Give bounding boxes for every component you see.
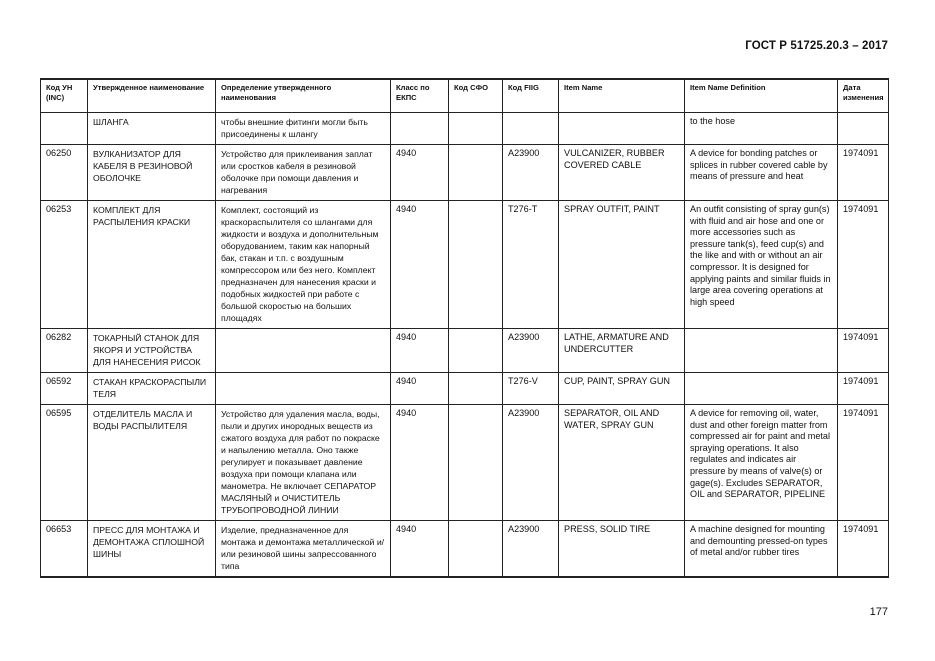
cell-approved-name: ТОКАРНЫЙ СТАНОК ДЛЯ ЯКОРЯ И УСТРОЙСТВА ДЛЯ НАНЕСЕНИЯ РИСОК: [88, 329, 216, 373]
table-row: [41, 405, 889, 521]
table-row: [41, 145, 889, 201]
cell-fiig: T276-V: [503, 373, 559, 405]
cell-code: [41, 113, 88, 145]
cell-code: 06595: [41, 405, 88, 521]
cell-date: 1974091: [838, 373, 889, 405]
cell-item-name: SPRAY OUTFIT, PAINT: [559, 201, 685, 329]
cell-item-name-definition: [685, 373, 838, 405]
header-fiig: Код FIIG: [503, 79, 559, 113]
table-row: [41, 521, 889, 578]
page-number: 177: [869, 606, 888, 618]
cell-definition: [216, 373, 391, 405]
cell-item-name-definition: [685, 329, 838, 373]
cell-item-name: SEPARATOR, OIL AND WATER, SPRAY GUN: [559, 405, 685, 521]
cell-definition: Устройство для приклеивания заплат или сростков кабеля в резиновой оболочке при помощи давления и нагревания: [216, 145, 391, 201]
header-code: Код УН (INC): [41, 79, 88, 113]
cell-item-name-definition: A device for bonding patches or splices in rubber covered cable by means of pressure and heat: [685, 145, 838, 201]
cell-definition: Устройство для удаления масла, воды, пыли и других инородных веществ из сжатого воздуха для работ по покраске и напылению металла. Оно также регулирует и показывает давление воздуха при помощи клапана или манометра. Не включает СЕПАРАТОР МАСЛЯНЫЙ и ОЧИСТИТЕЛЬ ТРУБОПРОВОДНОЙ ЛИНИИ: [216, 405, 391, 521]
cell-item-name: VULCANIZER, RUBBER COVERED CABLE: [559, 145, 685, 201]
cell-sfo: [449, 113, 503, 145]
cell-sfo: [449, 145, 503, 201]
cell-class: 4940: [391, 405, 449, 521]
header-class: Класс по ЕКПС: [391, 79, 449, 113]
cell-approved-name: ПРЕСС ДЛЯ МОНТАЖА И ДЕМОНТАЖА СПЛОШНОЙ ШИНЫ: [88, 521, 216, 578]
table-row: [41, 373, 889, 405]
cell-fiig: A23900: [503, 329, 559, 373]
table-row: [41, 329, 889, 373]
cell-sfo: [449, 329, 503, 373]
cell-class: 4940: [391, 373, 449, 405]
cell-sfo: [449, 201, 503, 329]
cell-class: 4940: [391, 521, 449, 578]
cell-code: 06282: [41, 329, 88, 373]
cell-date: 1974091: [838, 521, 889, 578]
cell-fiig: A23900: [503, 405, 559, 521]
cell-sfo: [449, 405, 503, 521]
table-header-row: [41, 79, 889, 113]
cell-fiig: A23900: [503, 145, 559, 201]
item-name-table: [40, 78, 889, 578]
cell-approved-name: ОТДЕЛИТЕЛЬ МАСЛА И ВОДЫ РАСПЫЛИТЕЛЯ: [88, 405, 216, 521]
cell-fiig: T276-T: [503, 201, 559, 329]
cell-item-name: CUP, PAINT, SPRAY GUN: [559, 373, 685, 405]
cell-class: [391, 113, 449, 145]
cell-sfo: [449, 373, 503, 405]
cell-definition: Комплект, состоящий из краскораспылителя со шлангами для жидкости и воздуха и дополнительным оборудованием, таким как напорный бак, стакан и т.п. с воздушным компрессором или без него. Комплект предназначен для нанесения краски и подобных жидкостей при работе с большой скоростью на больших площадях: [216, 201, 391, 329]
cell-class: 4940: [391, 329, 449, 373]
header-date: Дата изменения: [838, 79, 889, 113]
cell-item-name: LATHE, ARMATURE AND UNDERCUTTER: [559, 329, 685, 373]
header-item-name-definition: Item Name Definition: [685, 79, 838, 113]
table-row: [41, 113, 889, 145]
cell-code: 06250: [41, 145, 88, 201]
cell-item-name-definition: A device for removing oil, water, dust and other foreign matter from compressed air for paint and metal spraying operations. It also regulates and indicates air pressure by means of valve(s) or gage(s). Excludes SEPARATOR, OIL and SEPARATOR, PIPELINE: [685, 405, 838, 521]
header-sfo: Код СФО: [449, 79, 503, 113]
cell-approved-name: СТАКАН КРАСКОРАСПЫЛИТЕЛЯ: [88, 373, 216, 405]
cell-class: 4940: [391, 201, 449, 329]
cell-definition: [216, 329, 391, 373]
cell-item-name-definition: A machine designed for mounting and demounting pressed-on types of metal and/or rubber tires: [685, 521, 838, 578]
table-row: [41, 201, 889, 329]
cell-item-name: PRESS, SOLID TIRE: [559, 521, 685, 578]
cell-approved-name: ВУЛКАНИЗАТОР ДЛЯ КАБЕЛЯ В РЕЗИНОВОЙ ОБОЛОЧКЕ: [88, 145, 216, 201]
cell-sfo: [449, 521, 503, 578]
header-approved-name: Утвержденное наименование: [88, 79, 216, 113]
header-definition: Определение утвержденного наименования: [216, 79, 391, 113]
cell-class: 4940: [391, 145, 449, 201]
cell-item-name: [559, 113, 685, 145]
cell-date: 1974091: [838, 201, 889, 329]
cell-item-name-definition: to the hose: [685, 113, 838, 145]
cell-date: [838, 113, 889, 145]
cell-fiig: A23900: [503, 521, 559, 578]
cell-approved-name: КОМПЛЕКТ ДЛЯ РАСПЫЛЕНИЯ КРАСКИ: [88, 201, 216, 329]
cell-fiig: [503, 113, 559, 145]
cell-approved-name: ШЛАНГА: [88, 113, 216, 145]
document-header: ГОСТ Р 51725.20.3 – 2017: [745, 40, 888, 52]
cell-code: 06653: [41, 521, 88, 578]
cell-definition: Изделие, предназначенное для монтажа и демонтажа металлической и/или резиновой шины запрессованного типа: [216, 521, 391, 578]
cell-date: 1974091: [838, 405, 889, 521]
cell-date: 1974091: [838, 145, 889, 201]
cell-item-name-definition: An outfit consisting of spray gun(s) with fluid and air hose and one or more accessories such as pressure tank(s), feed cup(s) and the like and with or without an air compressor. It is designed for applying paints and similar fluids in large area covering operations at high speed: [685, 201, 838, 329]
cell-date: 1974091: [838, 329, 889, 373]
cell-code: 06592: [41, 373, 88, 405]
cell-definition: чтобы внешние фитинги могли быть присоединены к шлангу: [216, 113, 391, 145]
cell-code: 06253: [41, 201, 88, 329]
header-item-name: Item Name: [559, 79, 685, 113]
